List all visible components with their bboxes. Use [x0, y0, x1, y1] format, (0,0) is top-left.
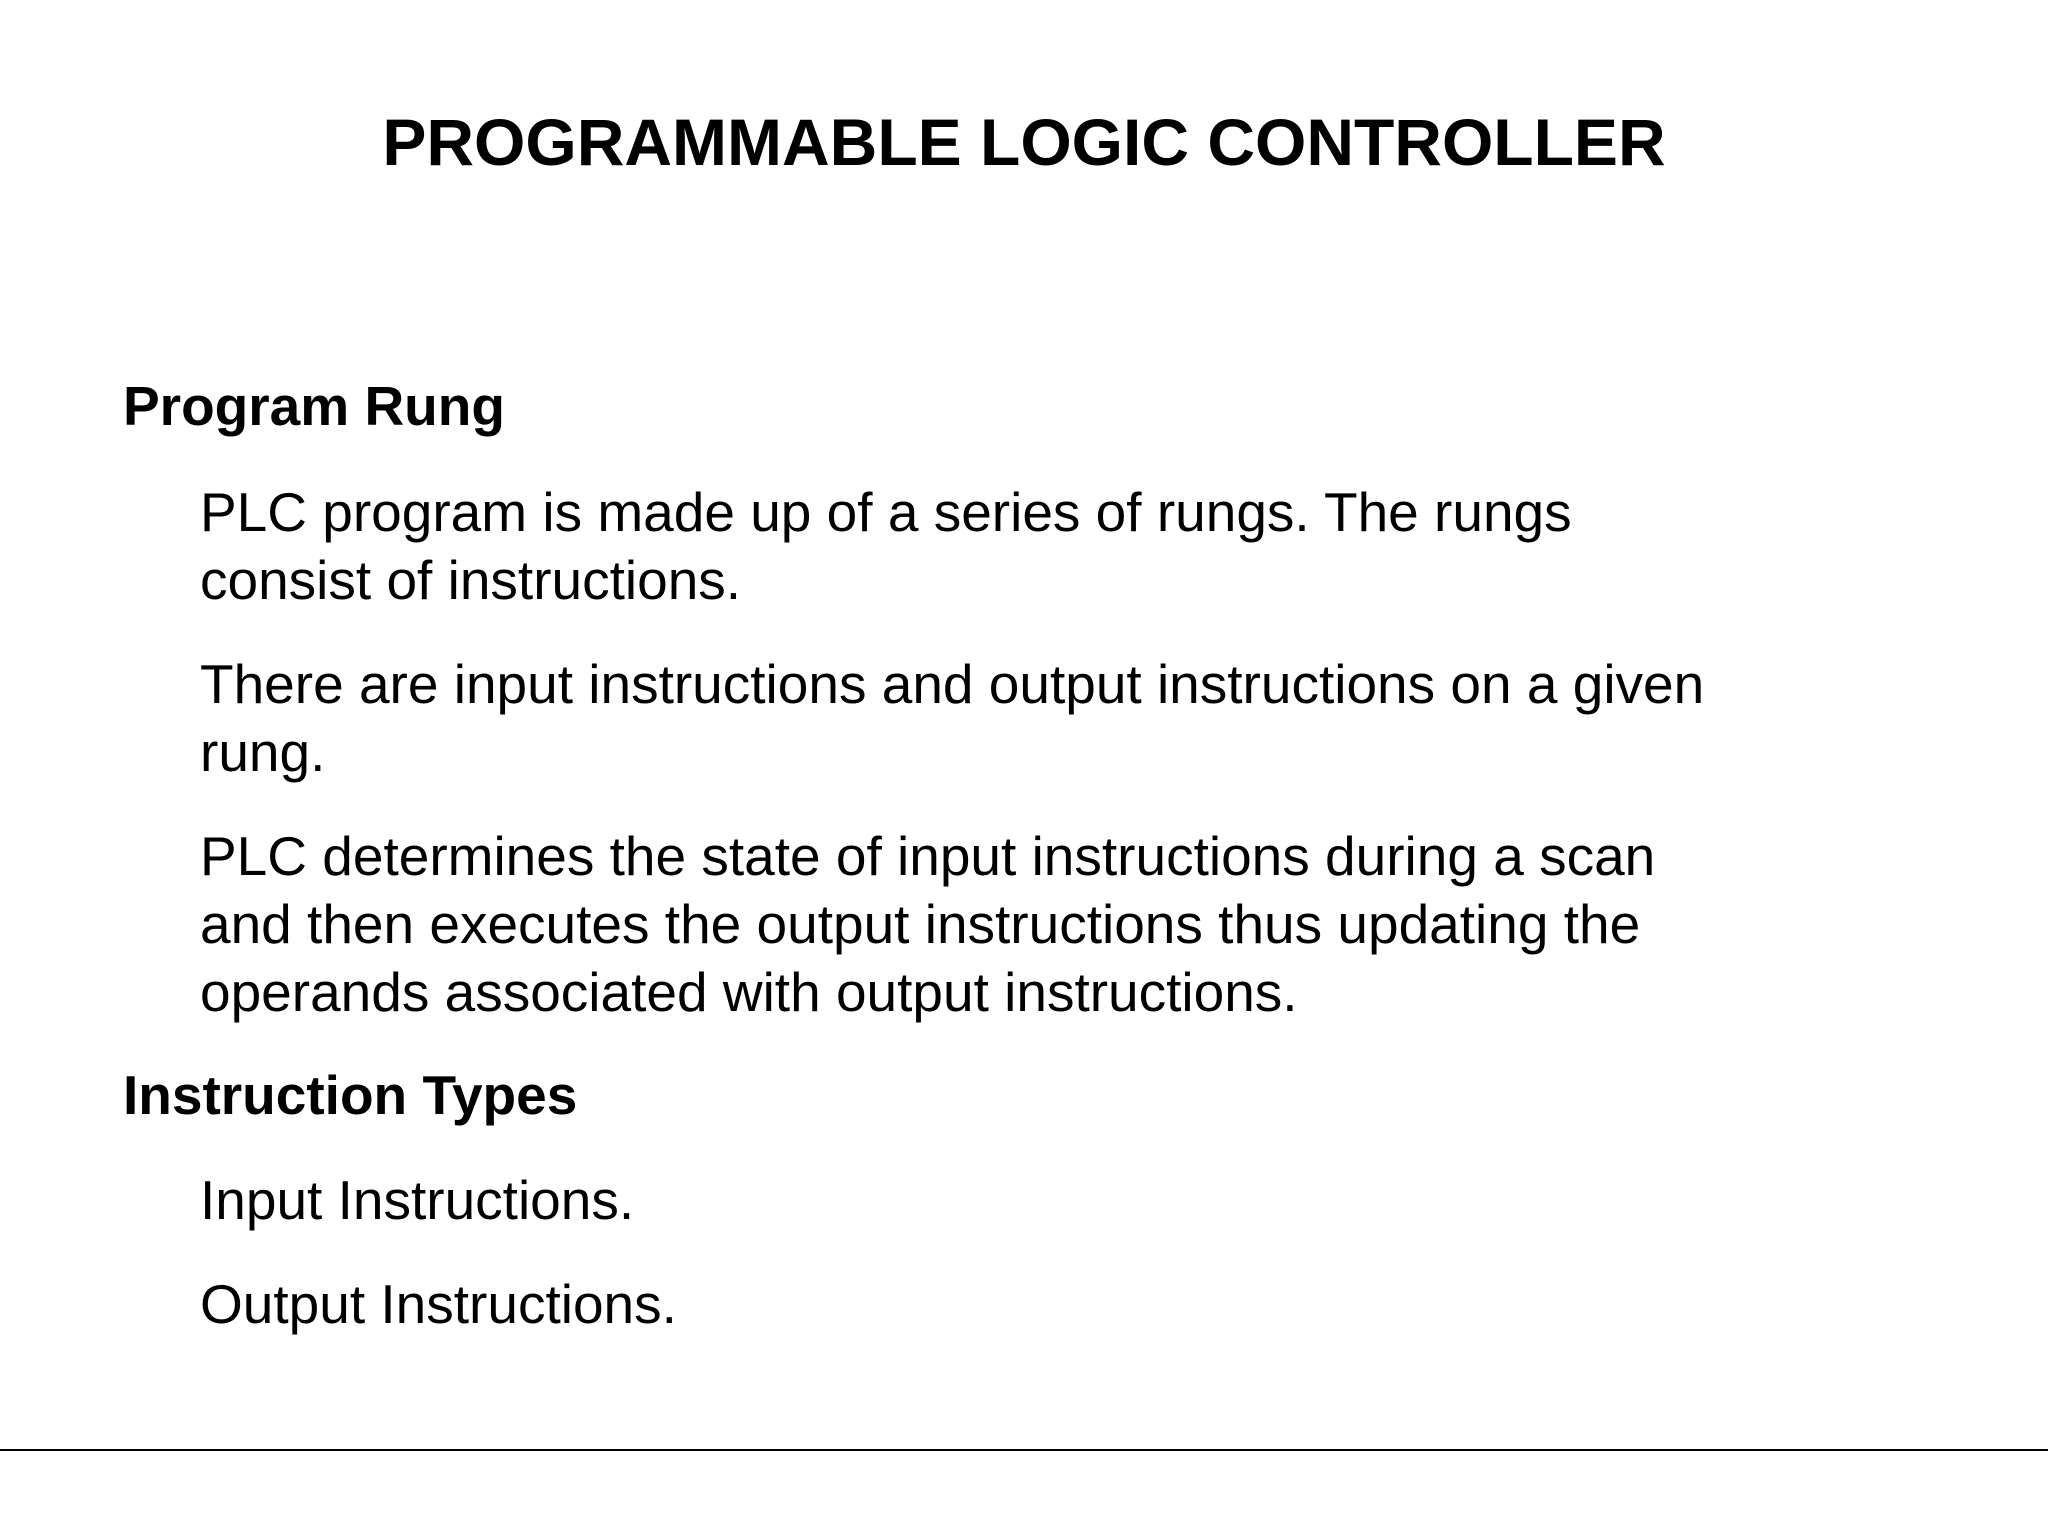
section-heading-instruction-types: Instruction Types: [123, 1064, 578, 1126]
footer-divider: [0, 1449, 2048, 1451]
paragraph-line: PLC program is made up of a series of rungs. The rungs: [200, 481, 1572, 543]
list-item-output-instructions: [200, 1270, 1820, 1338]
paragraph-line: There are input instructions and output instructions on a given: [200, 653, 1705, 715]
paragraph-scan-process: [200, 822, 1820, 1026]
paragraph-line: and then executes the output instructions thus updating the: [200, 893, 1641, 955]
section-heading-program-rung: Program Rung: [123, 375, 505, 437]
paragraph-line: PLC determines the state of input instructions during a scan: [200, 825, 1656, 887]
list-item-input-instructions: [200, 1166, 1820, 1234]
paragraph-line: Output Instructions.: [200, 1273, 677, 1335]
paragraph-line: operands associated with output instructions.: [200, 961, 1298, 1023]
paragraph-line: rung.: [200, 721, 326, 783]
paragraph-line: Input Instructions.: [200, 1169, 635, 1231]
paragraph-rungs-definition: [200, 478, 1820, 614]
slide-title: PROGRAMMABLE LOGIC CONTROLLER: [382, 105, 1666, 179]
paragraph-input-output: [200, 650, 1820, 786]
paragraph-line: consist of instructions.: [200, 549, 742, 611]
